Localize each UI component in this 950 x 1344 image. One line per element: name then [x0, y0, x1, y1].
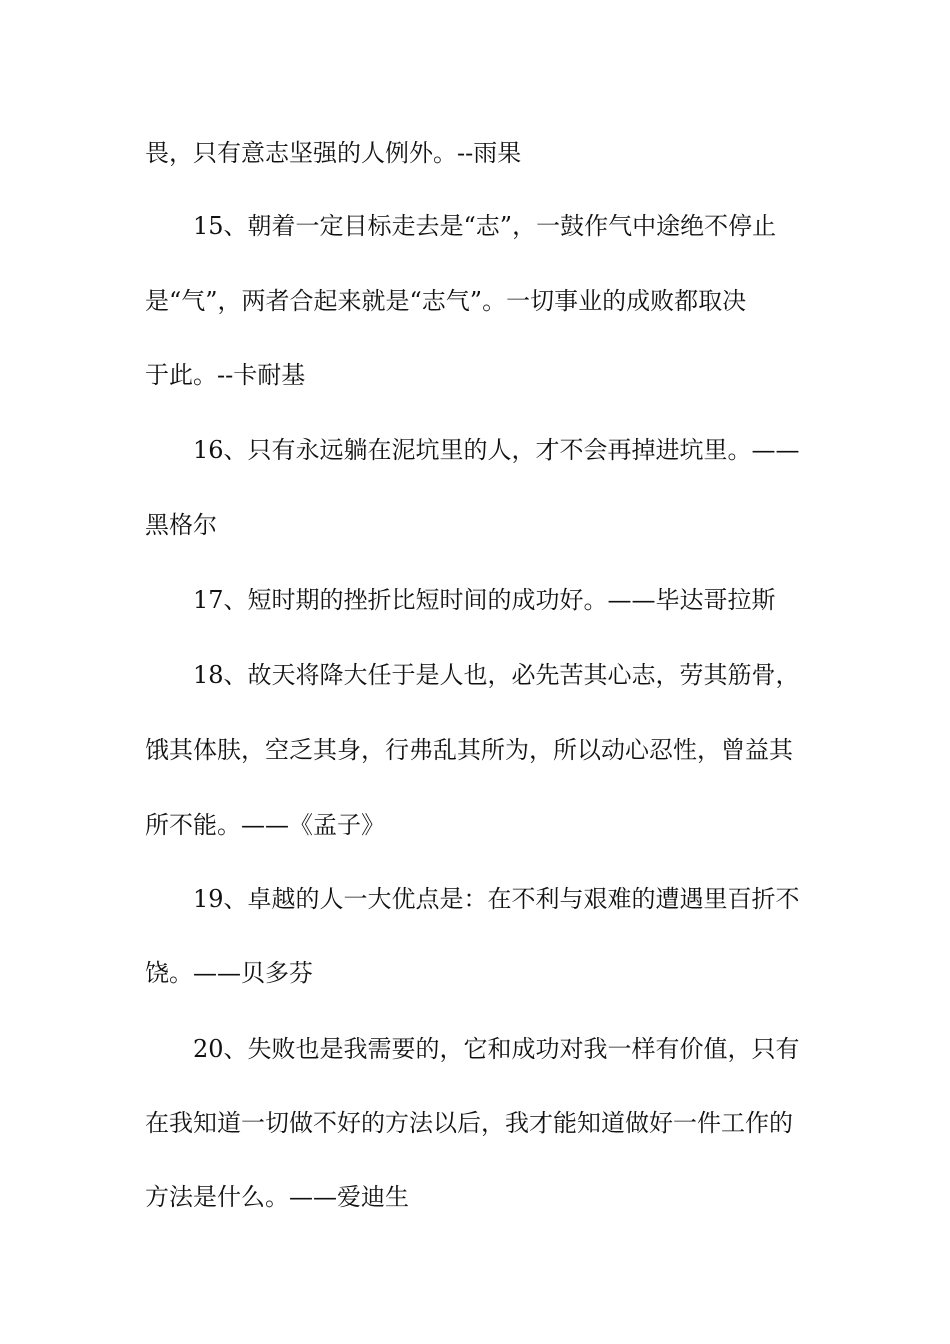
text-line: 所不能。——《孟子》 [145, 811, 385, 839]
quote-19-line-1: 19、卓越的人一大优点是：在不利与艰难的遭遇里百折不 [193, 885, 800, 913]
text-line: 在我知道一切做不好的方法以后，我才能知道做好一件工作的 [145, 1109, 793, 1137]
text-line: 黑格尔 [145, 511, 217, 539]
quote-17-line-1: 17、短时期的挫折比短时间的成功好。——毕达哥拉斯 [193, 586, 776, 614]
text-line: 是“气”，两者合起来就是“志气”。一切事业的成败都取决 [145, 287, 747, 315]
text-line: 方法是什么。——爱迪生 [145, 1183, 409, 1211]
text-line: 于此。--卡耐基 [145, 361, 306, 389]
quote-20-line-1: 20、失败也是我需要的，它和成功对我一样有价值，只有 [193, 1035, 800, 1063]
quote-16-line-1: 16、只有永远躺在泥坑里的人，才不会再掉进坑里。—— [193, 436, 800, 464]
quote-18-line-1: 18、故天将降大任于是人也，必先苦其心志，劳其筋骨， [193, 661, 800, 689]
quote-15-line-1: 15、朝着一定目标走去是“志”，一鼓作气中途绝不停止 [193, 212, 777, 240]
text-line: 饶。——贝多芬 [145, 959, 313, 987]
text-line: 饿其体肤，空乏其身，行弗乱其所为，所以动心忍性，曾益其 [145, 736, 793, 764]
text-line: 畏，只有意志坚强的人例外。--雨果 [145, 139, 522, 167]
